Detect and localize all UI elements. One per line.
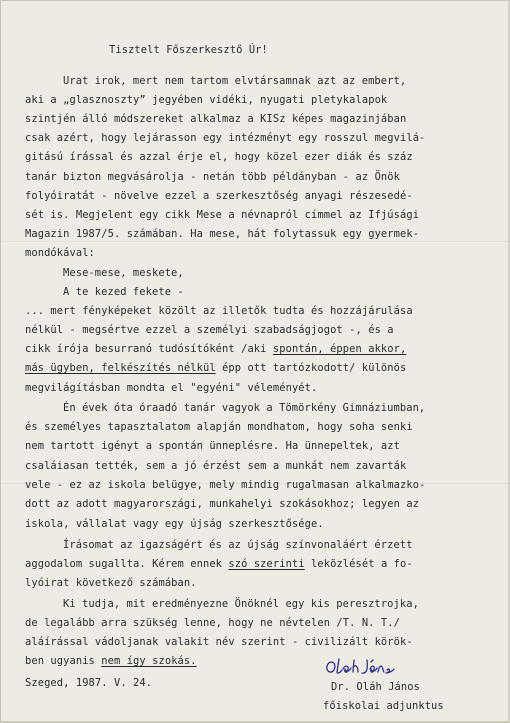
signer-name: Dr. Oláh János xyxy=(331,681,420,693)
p2-underlined-spontan: spontán, éppen akkor, xyxy=(272,343,407,355)
p4-line-2 xyxy=(25,559,413,569)
p5-line-3: aláírással vádoljanak valakit név szerint - civilizált körök- xyxy=(25,636,413,648)
p2-line-1: ... mert fényképeket közölt az illetők tudta és hozzájárulása xyxy=(25,305,413,317)
p3-line-1: Én évek óta óraadó tanár vagyok a Tömörkény Gimnáziumban, xyxy=(63,402,426,414)
p3-line-5: vele - ez az iskola belügye, mely mindig rugalmasan alkalmazko- xyxy=(25,479,426,491)
p5-line-4 xyxy=(25,656,197,666)
p1-line-2: aki a „glasznoszty” jegyében vidéki, nyugati pletykalapok xyxy=(25,94,388,106)
p3-line-3: nem tartott igényt a spontán ünneplésre. Ha ünnepeltek, azt xyxy=(25,440,400,452)
p1-line-4: csak azért, hogy lejárasson egy intézményt egy rosszul megvilá- xyxy=(25,132,426,144)
p1-line-6: tanár bizton megvásárolja - netán több példányban - az Önök xyxy=(25,171,400,183)
p4-line-2-text: aggodalom sugallta. Kérem ennek xyxy=(25,558,229,570)
salutation: Tisztelt Főszerkesztő Úr! xyxy=(109,44,268,56)
p4-underlined-szo-szerinti: szó szerinti xyxy=(228,558,305,570)
p2-line-3-text: cikk írója besurranó tudósítóként /aki xyxy=(25,343,273,355)
p3-line-7: iskola, vállalat vagy egy újság szerkesztősége. xyxy=(25,518,324,530)
p1-line-3: szintjén álló módszereket alkalmaz a KISz képes magazinjában xyxy=(25,113,407,125)
p2-underlined-felkeszites: más ügyben, felkészítés nélkül xyxy=(25,362,216,374)
p5-line-4-text: ben ugyanis xyxy=(25,655,102,667)
p3-line-2: és személyes tapasztalatom alapján mondhatom, hogy soha senki xyxy=(25,421,413,433)
verse-line-2: A te kezed fekete - xyxy=(63,286,184,298)
p1-line-7: folyóiratát - növelve ezzel a szerkesztőség anyagi részesedé- xyxy=(25,190,413,202)
p2-line-3 xyxy=(25,344,406,354)
p1-line-9: Magazin 1987/5. számában. Ha mese, hát folytassuk egy gyermek- xyxy=(25,228,420,240)
p5-line-2: de legalább arra szükség lenne, hogy ne névtelen /T. N. T./ xyxy=(25,617,400,629)
p2-line-4 xyxy=(25,363,406,373)
p1-line-10: mondókával: xyxy=(25,247,95,259)
p5-line-1: Ki tudja, mit eredményezne Önöknél egy kis peresztrojka, xyxy=(63,598,419,610)
p4-line-3: lyóirat következő számában. xyxy=(25,577,197,589)
p2-line-5: megvilágításban mondta el "egyéni" véleményét. xyxy=(25,382,318,394)
signer-title: főiskolai adjunktus xyxy=(323,700,444,712)
handwritten-signature xyxy=(323,656,395,678)
p1-line-1: Urat irok, mert nem tartom elvtársamnak azt az embert, xyxy=(63,75,407,87)
p3-line-6: dott az adott magyarországi, munkahelyi szokásokhoz; legyen az xyxy=(25,498,420,510)
verse-line-1: Mese-mese, meskete, xyxy=(63,267,184,279)
p2-line-2: nélkül - megsértve ezzel a személyi szabadságjogot -, és a xyxy=(25,324,394,336)
p4-line-2-tail: leközlését a fo- xyxy=(304,558,413,570)
p1-line-5: gitású írással és azzal érje el, hogy közel ezer diák és száz xyxy=(25,151,413,163)
p4-line-1: Írásomat az igazságért és az újság színvonaláért érzett xyxy=(63,539,413,551)
p1-line-8: sét is. Megjelent egy cikk Mese a névnapról címmel az Ifjúsági xyxy=(25,209,420,221)
place-date: Szeged, 1987. V. 24. xyxy=(25,677,153,689)
p2-line-4-text: épp ott tartózkodott/ különös xyxy=(215,362,407,374)
p3-line-4: csaláiasan tették, sem a jó érzést sem a munkát nem zavarták xyxy=(25,460,407,472)
p5-underlined-nem-igy-szokas: nem így szokás. xyxy=(101,655,197,667)
